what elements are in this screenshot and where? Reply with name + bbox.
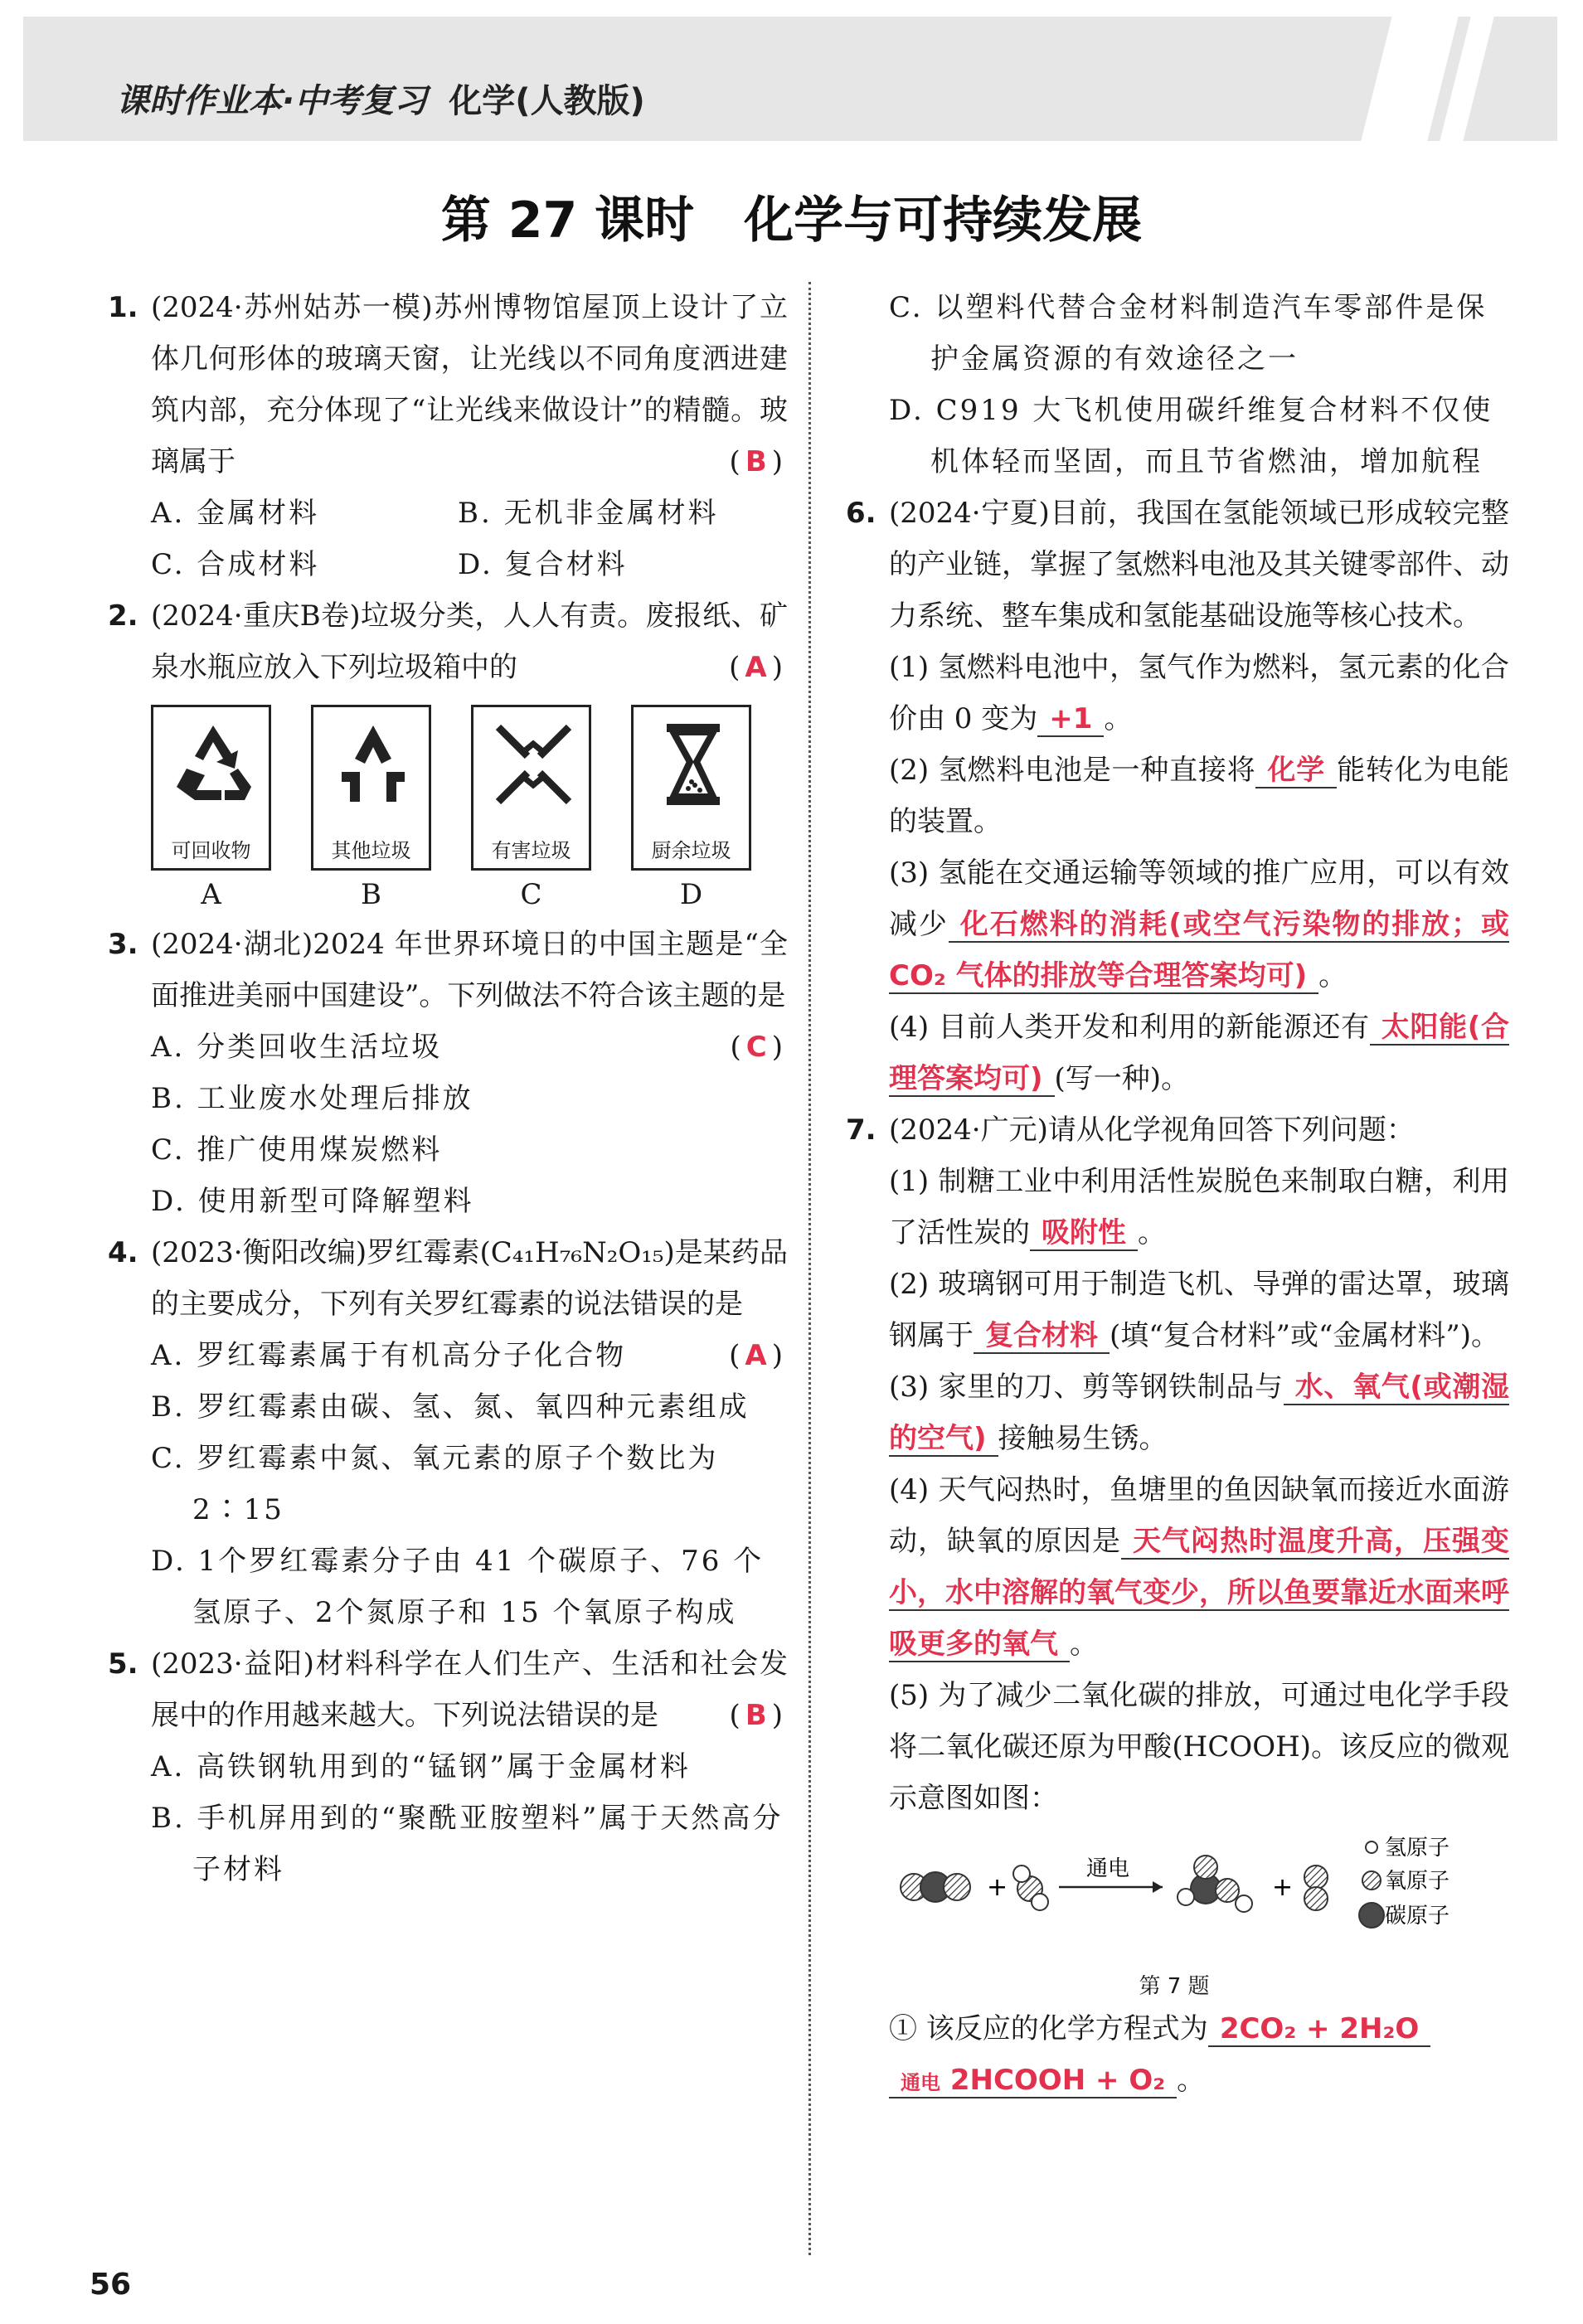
plus-sign: + — [987, 1873, 1008, 1902]
answer-choice: A — [745, 1339, 772, 1372]
question-stem: (2023·益阳)材料科学在人们生产、生活和社会发展中的作用越来越大。下列说法错误的是 — [151, 1647, 788, 1732]
question-stem: (2024·重庆B卷)垃圾分类，人人有责。废报纸、矿泉水瓶应放入下列垃圾箱中的 — [151, 599, 788, 684]
question-number: 5. — [108, 1647, 138, 1681]
answer-fill — [889, 2064, 1177, 2098]
answer-fill: 天气闷热时温度升高，压强变小，水中溶解的氧气变少，所以鱼要靠近水面来呼吸更多的氧气 — [889, 1525, 1509, 1661]
question-3 — [100, 919, 788, 1227]
sub-question-1 — [889, 1156, 1509, 1259]
answer-choice: B — [745, 445, 772, 478]
question-1 — [100, 282, 788, 590]
waste-bin-a — [151, 705, 271, 919]
bin-label: 其他垃圾 — [331, 839, 411, 862]
answer-bracket: (B) — [729, 1699, 788, 1732]
equation-product: 2HCOOH + O₂ — [949, 2064, 1166, 2097]
option: D. 复合材料 — [458, 548, 628, 581]
sub-question-text: 。 — [1318, 959, 1347, 992]
answer-choice: C — [745, 1031, 772, 1064]
sub-question-1 — [889, 642, 1509, 745]
question-7 — [838, 1104, 1509, 2108]
other-waste-icon — [330, 719, 417, 810]
question-stem: (2024·湖北)2024 年世界环境日的中国主题是“全面推进美丽中国建设”。下列做法不符合该主题的是 — [151, 928, 788, 1012]
page-number: 56 — [90, 2268, 132, 2302]
column-divider — [808, 282, 811, 2255]
question-number: 6. — [846, 497, 876, 530]
figure-caption: 第 7 题 — [1139, 1974, 1210, 1999]
sub-question-text: (2) 氢燃料电池是一种直接将 — [889, 754, 1256, 787]
running-header — [116, 75, 645, 122]
bin-label: 有害垃圾 — [491, 839, 571, 862]
question-number: 7. — [846, 1113, 876, 1147]
sub-question-text: 能转化为电能的装置。 — [889, 754, 1510, 838]
bin-letter: D — [679, 878, 703, 911]
option: A. 分类回收生活垃圾 — [151, 1031, 443, 1064]
waste-bin-d — [631, 705, 751, 919]
bin-label: 厨余垃圾 — [651, 839, 731, 862]
sub-question-text: (3) 家里的刀、剪等钢铁制品与 — [889, 1371, 1284, 1404]
left-column — [100, 282, 788, 1895]
sub-question-text: ① 该反应的化学方程式为 — [889, 2012, 1208, 2045]
sub-question-text: (4) 天气闷热时，鱼塘里的鱼因缺氧而接近水面游动，缺氧的原因是 — [889, 1473, 1509, 1558]
option: D. C919 大飞机使用碳纤维复合材料不仅使机体轻而坚固，而且节省燃油，增加航程 — [889, 394, 1493, 478]
option: C. 合成材料 — [151, 548, 320, 581]
option: A. 高铁钢轨用到的“锰钢”属于金属材料 — [151, 1750, 691, 1783]
reaction-micro-diagram — [889, 1829, 1509, 1970]
sub-question-4 — [889, 1464, 1509, 1670]
legend-hydrogen: 氢原子 — [1385, 1836, 1450, 1861]
sub-question-3 — [889, 1361, 1509, 1464]
sub-question-3 — [889, 847, 1509, 1002]
option: C. 罗红霉素中氮、氧元素的原子个数比为 2∶15 — [151, 1442, 719, 1526]
answer-fill: 吸附性 — [1030, 1216, 1138, 1251]
sub-question-text: (写一种)。 — [1054, 1062, 1190, 1095]
bin-letter: B — [361, 878, 381, 911]
question-number: 2. — [108, 599, 138, 633]
question-stem: (2024·苏州姑苏一模)苏州博物馆屋顶上设计了立体几何形体的玻璃天窗，让光线以不同角度洒进建筑内部，充分体现了“让光线来做设计”的精髓。玻璃属于 — [151, 291, 788, 478]
sub-question-text: (1) 制糖工业中利用活性炭脱色来制取白糖，利用了活性炭的 — [889, 1165, 1509, 1249]
legend-oxygen: 氧原子 — [1385, 1869, 1450, 1894]
sub-question-6 — [889, 2003, 1509, 2055]
question-stem: (2024·广元)请从化学视角回答下列问题： — [889, 1113, 1415, 1147]
question-stem: (2024·宁夏)目前，我国在氢能领域已形成较完整的产业链，掌握了氢燃料电池及其关键零部件、动力系统、整车集成和氢能基础设施等核心技术。 — [889, 497, 1509, 633]
option: A. 罗红霉素属于有机高分子化合物 — [151, 1339, 627, 1372]
question-stem: (2023·衡阳改编)罗红霉素(C₄₁H₇₆N₂O₁₅)是某药品的主要成分，下列有关罗红霉素的说法错误的是 — [151, 1236, 788, 1321]
sub-question-2 — [889, 745, 1509, 847]
answer-choice: A — [745, 651, 772, 684]
answer-choice: B — [745, 1699, 772, 1732]
answer-bracket: (C) — [730, 1031, 788, 1064]
sub-question-2 — [889, 1259, 1509, 1361]
co2-molecule — [901, 1872, 970, 1902]
question-6 — [838, 488, 1509, 1104]
question-5 — [100, 1638, 788, 1895]
question-number: 1. — [108, 291, 138, 324]
diagram-legend — [1359, 1836, 1449, 1929]
legend-carbon: 碳原子 — [1385, 1904, 1450, 1929]
sub-question-text: (填“复合材料”或“金属材料”)。 — [1110, 1319, 1500, 1352]
right-column — [838, 282, 1509, 2108]
recycle-icon — [170, 719, 257, 810]
question-number: 3. — [108, 928, 138, 961]
answer-fill: 化石燃料的消耗(或空气污染物的排放；或 CO₂ 气体的排放等合理答案均可) — [889, 908, 1510, 992]
waste-bin-c — [471, 705, 591, 919]
answer-bracket: (B) — [729, 445, 788, 478]
sub-question-text: (3) 氢能在交通运输等领域的推广应用，可以有效减少 — [889, 856, 1509, 941]
question-5-continued — [838, 282, 1509, 488]
option: A. 金属材料 — [151, 497, 320, 530]
option: B. 罗红霉素由碳、氢、氮、氧四种元素组成 — [151, 1390, 750, 1424]
waste-bin-images — [151, 705, 788, 919]
answer-fill: +1 — [1037, 702, 1104, 737]
bin-label: 可回收物 — [171, 839, 251, 862]
answer-bracket: (A) — [729, 651, 788, 684]
sub-question-text: 。 — [1177, 2064, 1206, 2097]
header-brand: 课时作业本·中考复习 — [116, 82, 428, 120]
sub-question-4 — [889, 1002, 1509, 1104]
sub-question-text: 。 — [1070, 1628, 1098, 1661]
sub-question-text: 接触易生锈。 — [998, 1422, 1168, 1455]
kitchen-waste-icon — [650, 719, 737, 810]
answer-fill: 水、氧气(或潮湿的空气) — [889, 1371, 1509, 1455]
header-subject: 化学(人教版) — [449, 82, 645, 120]
option: B. 手机屏用到的“聚酰亚胺塑料”属于天然高分子材料 — [151, 1802, 784, 1886]
option: D. 使用新型可降解塑料 — [151, 1185, 474, 1218]
hazardous-icon — [490, 719, 577, 810]
page-title: 第 27 课时 化学与可持续发展 — [440, 192, 1143, 250]
bin-letter: C — [520, 878, 542, 911]
sub-question-text: (2) 玻璃钢可用于制造飞机、导弹的雷达罩，玻璃钢属于 — [889, 1268, 1509, 1352]
sub-question-text: (4) 目前人类开发和利用的新能源还有 — [889, 1011, 1370, 1044]
hcooh-molecule — [1178, 1856, 1252, 1912]
question-2 — [100, 590, 788, 919]
option: C. 以塑料代替合金材料制造汽车零部件是保护金属资源的有效途径之一 — [889, 291, 1488, 376]
answer-fill: 2CO₂ + 2H₂O — [1208, 2012, 1430, 2047]
answer-fill: 化学 — [1255, 754, 1337, 788]
sub-question-text: 。 — [1104, 702, 1133, 735]
reaction-diagram-svg — [889, 1829, 1511, 1945]
reaction-condition: 通电 — [901, 2071, 940, 2094]
answer-fill: 太阳能(合理答案均可) — [889, 1011, 1510, 1095]
option: C. 推广使用煤炭燃料 — [151, 1133, 443, 1167]
answer-fill: 复合材料 — [974, 1319, 1110, 1354]
option: B. 工业废水处理后排放 — [151, 1082, 473, 1115]
option: D. 1个罗红霉素分子由 41 个碳原子、76 个氢原子、2个氮原子和 15 个氧原子构成 — [151, 1545, 765, 1629]
option: B. 无机非金属材料 — [458, 497, 719, 530]
question-4 — [100, 1227, 788, 1638]
equation-line — [889, 2055, 1509, 2108]
bin-letter: A — [201, 878, 221, 911]
sub-question-5: (5) 为了减少二氧化碳的排放，可通过电化学手段将二氧化碳还原为甲酸(HCOOH)。该反应的微观示意图如图： — [889, 1679, 1509, 1815]
sub-question-text: 。 — [1138, 1216, 1166, 1249]
answer-bracket: (A) — [729, 1339, 788, 1372]
arrow-label: 通电 — [1086, 1856, 1130, 1881]
question-number: 4. — [108, 1236, 138, 1269]
o2-molecule — [1304, 1866, 1328, 1910]
plus-sign: + — [1272, 1873, 1294, 1902]
h2o-molecule — [1013, 1866, 1048, 1910]
waste-bin-b — [311, 705, 431, 919]
sub-question-text: (1) 氢燃料电池中，氢气作为燃料，氢元素的化合价由 0 变为 — [889, 651, 1509, 735]
